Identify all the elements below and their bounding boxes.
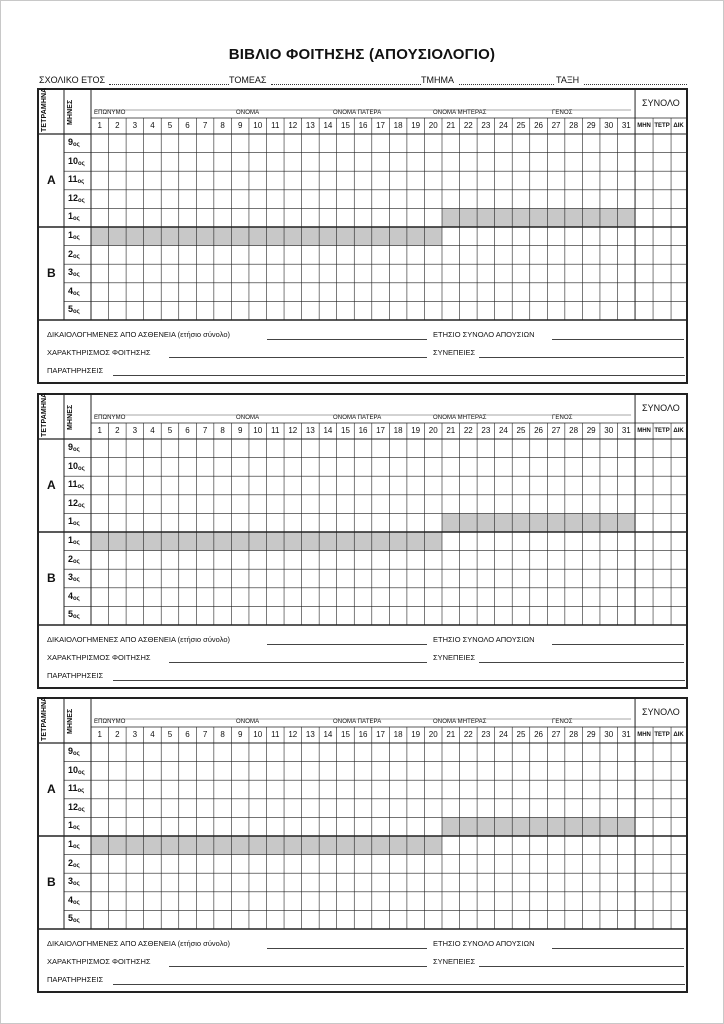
day-number: 7 [202, 426, 208, 435]
term-column-label: ΤΕΤΡΑΜΗΝΑ [41, 392, 48, 437]
sector-field[interactable] [271, 84, 421, 85]
day-number: 17 [376, 426, 386, 435]
page-title: ΒΙΒΛΙΟ ΦΟΙΤΗΣΗΣ (ΑΠΟΥΣΙΟΛΟΓΙΟ) [228, 46, 496, 63]
day-number: 15 [341, 426, 350, 435]
day-number: 25 [516, 730, 526, 739]
day-number: 28 [569, 730, 579, 739]
month-number: 3 [68, 876, 74, 887]
day-number: 20 [428, 730, 438, 739]
total-column-header: ΜΗΝ [637, 428, 651, 434]
day-number: 6 [185, 730, 190, 739]
month-number: 1 [68, 820, 74, 831]
day-number: 11 [271, 121, 280, 130]
footer-label-annual_total: ΕΤΗΣΙΟ ΣΥΝΟΛΟ ΑΠΟΥΣΙΩΝ [433, 939, 535, 948]
month-label [68, 498, 85, 508]
header-line [39, 75, 687, 87]
footer-label-annual_total: ΕΤΗΣΙΟ ΣΥΝΟΛΟ ΑΠΟΥΣΙΩΝ [433, 635, 535, 644]
month-suffix: ος [73, 844, 80, 850]
footer-field-consequences[interactable] [479, 662, 684, 663]
month-suffix: ος [78, 160, 85, 167]
months-column-label: ΜΗΝΕΣ [67, 404, 74, 430]
month-number: 9 [68, 137, 74, 147]
day-number: 21 [446, 121, 456, 130]
month-label [68, 839, 80, 849]
total-column-header: ΤΕΤΡ [654, 428, 670, 434]
month-label [68, 137, 80, 147]
day-number: 9 [237, 426, 243, 435]
month-suffix: ος [73, 290, 80, 297]
total-label: ΣΥΝΟΛΟ [642, 403, 680, 413]
footer-field-characterization[interactable] [169, 966, 427, 967]
month-suffix: ος [73, 918, 80, 925]
day-number: 20 [428, 121, 438, 130]
day-number: 29 [586, 730, 596, 739]
footer-field-characterization[interactable] [169, 662, 427, 663]
day-number: 11 [271, 426, 280, 435]
day-number: 31 [621, 730, 631, 739]
footer-label-characterization: ΧΑΡΑΚΤΗΡΙΣΜΟΣ ΦΟΙΤΗΣΗΣ [47, 653, 151, 662]
month-label [68, 765, 85, 775]
field-label-father: ΟΝΟΜΑ ΠΑΤΕΡΑ [333, 110, 382, 116]
month-suffix: ος [77, 179, 85, 186]
field-label-name: ΟΝΟΜΑ [236, 110, 260, 116]
month-suffix: ος [73, 142, 80, 148]
month-suffix: ος [73, 309, 80, 316]
month-label [68, 895, 80, 905]
month-number: 11 [68, 783, 78, 794]
class-field[interactable] [584, 84, 687, 85]
day-number: 10 [253, 121, 263, 130]
day-number: 8 [220, 730, 225, 739]
day-number: 22 [463, 121, 473, 130]
month-number: 11 [68, 174, 78, 185]
month-number: 5 [68, 913, 74, 924]
day-number: 9 [237, 730, 243, 739]
field-label-father: ΟΝΟΜΑ ΠΑΤΕΡΑ [333, 415, 382, 421]
month-suffix: ος [73, 595, 80, 602]
footer-label-justified: ΔΙΚΑΙΟΛΟΓΗΜΕΝΕΣ ΑΠΟ ΑΣΘΕΝΕΙΑ (ετήσιο σύνολο) [47, 330, 230, 339]
month-number: 3 [68, 572, 74, 583]
day-number: 1 [97, 426, 102, 435]
field-label-father: ΟΝΟΜΑ ΠΑΤΕΡΑ [333, 719, 382, 725]
footer-label-consequences: ΣΥΝΕΠΕΙΕΣ [433, 653, 476, 662]
field-label-mother: ΟΝΟΜΑ ΜΗΤΕΡΑΣ [433, 110, 487, 116]
month-suffix: ος [73, 614, 80, 621]
day-number: 8 [220, 426, 225, 435]
footer-field-justified[interactable] [267, 339, 427, 340]
day-number: 15 [341, 730, 350, 739]
day-number: 16 [358, 121, 368, 130]
footer-label-remarks: ΠΑΡΑΤΗΡΗΣΕΙΣ [47, 975, 104, 984]
month-suffix: ος [73, 216, 80, 223]
section-field[interactable] [459, 84, 554, 85]
month-suffix: ος [73, 899, 80, 906]
month-label [68, 461, 85, 471]
day-number: 29 [586, 426, 596, 435]
footer-label-justified: ΔΙΚΑΙΟΛΟΓΗΜΕΝΕΣ ΑΠΟ ΑΣΘΕΝΕΙΑ (ετήσιο σύνολο) [47, 939, 230, 948]
month-number: 1 [68, 839, 74, 849]
sector-label: ΤΟΜΕΑΣ [229, 75, 267, 85]
months-column-label: ΜΗΝΕΣ [67, 708, 74, 734]
field-label-name: ΟΝΟΜΑ [236, 415, 260, 421]
month-number: 9 [68, 746, 74, 756]
month-label [68, 820, 80, 830]
attendance-sheet [37, 393, 688, 689]
day-number: 24 [498, 121, 508, 130]
day-number: 12 [288, 730, 298, 739]
month-label [68, 211, 80, 221]
month-suffix: ος [77, 484, 85, 491]
day-number: 10 [253, 730, 263, 739]
month-number: 4 [68, 285, 74, 296]
month-suffix: ος [73, 862, 80, 869]
total-label: ΣΥΝΟΛΟ [642, 707, 680, 717]
footer-field-remarks[interactable] [113, 375, 685, 376]
term-column-label: ΤΕΤΡΑΜΗΝΑ [41, 87, 48, 132]
month-label [68, 156, 85, 166]
month-label [68, 442, 80, 452]
footer-label-consequences: ΣΥΝΕΠΕΙΕΣ [433, 957, 476, 966]
day-number: 11 [271, 730, 280, 739]
term-column-label: ΤΕΤΡΑΜΗΝΑ [41, 696, 48, 741]
field-label-surname: ΕΠΩΝΥΜΟ [94, 415, 126, 421]
total-column-header: ΤΕΤΡ [654, 732, 670, 738]
month-suffix: ος [73, 751, 80, 757]
month-label [68, 591, 80, 601]
month-number: 12 [68, 192, 79, 203]
school-year-field[interactable] [109, 84, 229, 85]
day-number: 25 [516, 426, 526, 435]
month-number: 3 [68, 267, 74, 278]
month-label [68, 554, 80, 564]
month-label [68, 479, 84, 489]
day-number: 16 [358, 426, 368, 435]
day-number: 28 [569, 121, 579, 130]
month-label [68, 286, 80, 296]
month-label [68, 858, 80, 868]
day-number: 28 [569, 426, 579, 435]
month-label [68, 802, 85, 812]
total-column-header: ΔΙΚ [673, 123, 684, 129]
term-label: Β [47, 570, 56, 585]
month-label [68, 609, 80, 619]
day-number: 7 [202, 730, 208, 739]
day-number: 5 [167, 730, 173, 739]
month-number: 12 [68, 497, 79, 508]
day-number: 14 [323, 426, 333, 435]
day-number: 31 [621, 121, 631, 130]
attendance-sheet [37, 697, 688, 993]
month-number: 1 [68, 516, 74, 527]
month-number: 10 [68, 764, 79, 775]
month-number: 11 [68, 479, 78, 490]
day-number: 3 [132, 121, 138, 130]
day-number: 17 [376, 121, 386, 130]
month-suffix: ος [73, 558, 80, 565]
month-number: 1 [68, 211, 74, 222]
day-number: 16 [358, 730, 368, 739]
month-number: 12 [68, 801, 79, 812]
month-suffix: ος [73, 447, 80, 453]
month-label [68, 913, 80, 923]
day-number: 1 [97, 730, 102, 739]
day-number: 29 [586, 121, 596, 130]
day-number: 2 [115, 426, 120, 435]
total-column-header: ΜΗΝ [637, 123, 651, 129]
month-number: 5 [68, 304, 74, 315]
footer-field-annual_total[interactable] [552, 339, 684, 340]
day-number: 6 [185, 121, 190, 130]
total-column-header: ΔΙΚ [673, 732, 684, 738]
day-number: 19 [411, 426, 421, 435]
day-number: 27 [551, 730, 561, 739]
day-number: 18 [393, 730, 403, 739]
day-number: 5 [167, 121, 173, 130]
term-label: Α [47, 477, 56, 492]
month-suffix: ος [78, 806, 85, 813]
total-label: ΣΥΝΟΛΟ [642, 98, 680, 108]
day-number: 13 [305, 121, 315, 130]
month-label [68, 516, 80, 526]
month-number: 2 [68, 553, 74, 564]
shaded-cells [442, 208, 635, 227]
total-column-header: ΔΙΚ [673, 428, 684, 434]
field-label-surname: ΕΠΩΝΥΜΟ [94, 110, 126, 116]
shaded-cells [442, 513, 635, 532]
month-label [68, 230, 80, 240]
day-number: 24 [498, 730, 508, 739]
field-label-mother: ΟΝΟΜΑ ΜΗΤΕΡΑΣ [433, 719, 487, 725]
field-label-gender: ΓΕΝΟΣ [552, 415, 573, 421]
day-number: 3 [132, 426, 138, 435]
day-number: 23 [481, 426, 491, 435]
month-suffix: ος [73, 521, 80, 528]
footer-label-annual_total: ΕΤΗΣΙΟ ΣΥΝΟΛΟ ΑΠΟΥΣΙΩΝ [433, 330, 535, 339]
day-number: 19 [411, 121, 421, 130]
day-number: 13 [305, 730, 315, 739]
month-number: 9 [68, 442, 74, 452]
month-label [68, 572, 80, 582]
total-column-header: ΤΕΤΡ [654, 123, 670, 129]
shaded-cells [442, 817, 635, 836]
day-number: 14 [323, 730, 333, 739]
day-number: 21 [446, 730, 456, 739]
footer-field-justified[interactable] [267, 644, 427, 645]
month-suffix: ος [73, 540, 80, 546]
month-suffix: ος [73, 577, 80, 584]
day-number: 12 [288, 426, 298, 435]
day-number: 26 [534, 121, 543, 130]
month-number: 10 [68, 155, 79, 166]
footer-field-justified[interactable] [267, 948, 427, 949]
month-label [68, 193, 85, 203]
month-label [68, 876, 80, 886]
month-suffix: ος [77, 788, 85, 795]
month-suffix: ος [73, 235, 80, 241]
footer-field-consequences[interactable] [479, 357, 684, 358]
footer-field-characterization[interactable] [169, 357, 427, 358]
field-label-surname: ΕΠΩΝΥΜΟ [94, 719, 126, 725]
day-number: 18 [393, 426, 403, 435]
day-number: 22 [463, 426, 473, 435]
day-number: 27 [551, 426, 561, 435]
total-column-header: ΜΗΝ [637, 732, 651, 738]
day-number: 15 [341, 121, 350, 130]
month-suffix: ος [78, 197, 85, 204]
term-label: Β [47, 874, 56, 889]
day-number: 30 [604, 426, 614, 435]
day-number: 20 [428, 426, 438, 435]
day-number: 10 [253, 426, 263, 435]
day-number: 22 [463, 730, 473, 739]
month-number: 1 [68, 535, 74, 545]
day-number: 4 [150, 730, 155, 739]
footer-label-characterization: ΧΑΡΑΚΤΗΡΙΣΜΟΣ ΦΟΙΤΗΣΗΣ [47, 348, 151, 357]
footer-label-consequences: ΣΥΝΕΠΕΙΕΣ [433, 348, 476, 357]
day-number: 12 [288, 121, 298, 130]
school-year-label: ΣΧΟΛΙΚΟ ΕΤΟΣ [39, 75, 106, 85]
month-number: 2 [68, 248, 74, 259]
month-label [68, 304, 80, 314]
month-number: 10 [68, 460, 79, 471]
month-suffix: ος [73, 881, 80, 888]
month-number: 2 [68, 857, 74, 868]
month-label [68, 267, 80, 277]
month-label [68, 249, 80, 259]
day-number: 8 [220, 121, 225, 130]
class-label: ΤΑΞΗ [556, 75, 580, 85]
day-number: 5 [167, 426, 173, 435]
footer-field-annual_total[interactable] [552, 948, 684, 949]
day-number: 2 [115, 730, 120, 739]
month-suffix: ος [78, 465, 85, 472]
day-number: 21 [446, 426, 456, 435]
day-number: 23 [481, 121, 491, 130]
footer-label-justified: ΔΙΚΑΙΟΛΟΓΗΜΕΝΕΣ ΑΠΟ ΑΣΘΕΝΕΙΑ (ετήσιο σύνολο) [47, 635, 230, 644]
month-suffix: ος [78, 769, 85, 776]
day-number: 26 [534, 730, 543, 739]
term-label: Α [47, 781, 56, 796]
term-label: Α [47, 172, 56, 187]
day-number: 30 [604, 121, 614, 130]
day-number: 13 [305, 426, 315, 435]
field-label-gender: ΓΕΝΟΣ [552, 719, 573, 725]
month-number: 4 [68, 590, 74, 601]
footer-label-characterization: ΧΑΡΑΚΤΗΡΙΣΜΟΣ ΦΟΙΤΗΣΗΣ [47, 957, 151, 966]
month-suffix: ος [73, 253, 80, 260]
month-label [68, 174, 84, 184]
day-number: 17 [376, 730, 386, 739]
footer-label-remarks: ΠΑΡΑΤΗΡΗΣΕΙΣ [47, 671, 104, 680]
day-number: 27 [551, 121, 561, 130]
day-number: 31 [621, 426, 631, 435]
day-number: 7 [202, 121, 208, 130]
footer-field-consequences[interactable] [479, 966, 684, 967]
month-suffix: ος [73, 825, 80, 832]
day-number: 4 [150, 121, 155, 130]
month-number: 1 [68, 230, 74, 240]
day-number: 4 [150, 426, 155, 435]
month-label [68, 535, 80, 545]
field-label-mother: ΟΝΟΜΑ ΜΗΤΕΡΑΣ [433, 415, 487, 421]
footer-field-annual_total[interactable] [552, 644, 684, 645]
month-suffix: ος [78, 502, 85, 509]
day-number: 25 [516, 121, 526, 130]
day-number: 1 [97, 121, 102, 130]
month-suffix: ος [73, 272, 80, 279]
day-number: 14 [323, 121, 333, 130]
field-label-name: ΟΝΟΜΑ [236, 719, 260, 725]
month-label [68, 746, 80, 756]
month-number: 4 [68, 894, 74, 905]
attendance-sheet [37, 88, 688, 384]
day-number: 9 [237, 121, 243, 130]
day-number: 26 [534, 426, 543, 435]
footer-field-remarks[interactable] [113, 680, 685, 681]
day-number: 18 [393, 121, 403, 130]
day-number: 3 [132, 730, 138, 739]
month-number: 5 [68, 609, 74, 620]
months-column-label: ΜΗΝΕΣ [67, 99, 74, 125]
day-number: 24 [498, 426, 508, 435]
day-number: 23 [481, 730, 491, 739]
section-label: ΤΜΗΜΑ [421, 75, 454, 85]
footer-field-remarks[interactable] [113, 984, 685, 985]
day-number: 19 [411, 730, 421, 739]
day-number: 2 [115, 121, 120, 130]
field-label-gender: ΓΕΝΟΣ [552, 110, 573, 116]
term-label: Β [47, 265, 56, 280]
month-label [68, 783, 84, 793]
day-number: 30 [604, 730, 614, 739]
footer-label-remarks: ΠΑΡΑΤΗΡΗΣΕΙΣ [47, 366, 104, 375]
day-number: 6 [185, 426, 190, 435]
